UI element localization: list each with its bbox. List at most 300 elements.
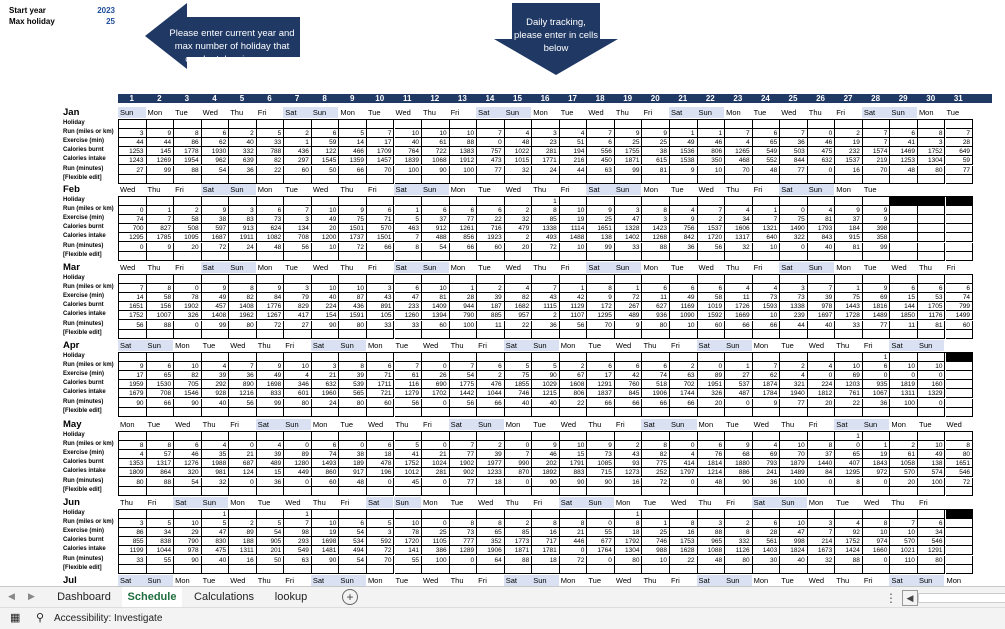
data-cell[interactable]: 1711 [367, 380, 395, 389]
data-cell[interactable]: 8 [477, 519, 505, 528]
data-cell[interactable]: 6 [367, 441, 395, 450]
data-cell[interactable]: 82 [229, 293, 257, 302]
data-cell[interactable]: 48 [753, 166, 781, 175]
data-cell[interactable]: 2 [477, 371, 505, 380]
data-cell[interactable]: 21 [229, 450, 257, 459]
data-cell[interactable]: 1892 [532, 468, 560, 477]
data-cell[interactable]: 1697 [808, 311, 836, 320]
data-cell[interactable]: 1773 [505, 537, 533, 546]
data-cell[interactable] [780, 510, 808, 519]
data-cell[interactable]: 60 [284, 166, 312, 175]
data-cell[interactable]: 6 [863, 362, 891, 371]
data-cell[interactable]: 5 [395, 441, 423, 450]
data-cell[interactable]: 1493 [312, 459, 340, 468]
data-cell[interactable] [422, 252, 450, 261]
data-cell[interactable]: 80 [119, 478, 147, 487]
data-cell[interactable]: 72 [532, 243, 560, 252]
data-cell[interactable]: 7 [808, 528, 836, 537]
data-cell[interactable]: 988 [642, 546, 670, 555]
data-cell[interactable]: 9 [615, 129, 643, 138]
data-cell[interactable] [147, 432, 175, 441]
data-cell[interactable]: 326 [698, 389, 726, 398]
data-cell[interactable]: 99 [587, 243, 615, 252]
data-cell[interactable]: 913 [229, 224, 257, 233]
data-cell[interactable]: 1651 [587, 224, 615, 233]
data-cell[interactable]: 70 [367, 556, 395, 565]
data-cell[interactable]: 537 [725, 380, 753, 389]
data-cell[interactable]: 36 [229, 371, 257, 380]
data-cell[interactable]: 78 [395, 528, 423, 537]
data-cell[interactable]: 478 [367, 459, 395, 468]
data-cell[interactable] [808, 275, 836, 284]
data-cell[interactable] [532, 565, 560, 574]
data-cell[interactable]: 293 [284, 537, 312, 546]
data-cell[interactable]: 8 [587, 284, 615, 293]
data-cell[interactable] [698, 197, 726, 206]
data-cell[interactable]: 2 [835, 129, 863, 138]
data-cell[interactable] [642, 353, 670, 362]
data-cell[interactable] [450, 252, 478, 261]
data-cell[interactable] [946, 487, 974, 496]
data-cell[interactable]: 86 [119, 528, 147, 537]
data-cell[interactable] [174, 565, 202, 574]
data-cell[interactable]: 34 [725, 215, 753, 224]
data-cell[interactable] [670, 510, 698, 519]
data-cell[interactable] [587, 565, 615, 574]
data-cell[interactable]: 239 [780, 311, 808, 320]
data-cell[interactable] [946, 380, 974, 389]
data-cell[interactable]: 1 [395, 206, 423, 215]
data-cell[interactable]: 134 [284, 224, 312, 233]
data-cell[interactable]: 15 [257, 468, 285, 477]
data-cell[interactable] [174, 252, 202, 261]
data-cell[interactable]: 322 [780, 233, 808, 242]
data-cell[interactable]: 1029 [532, 380, 560, 389]
data-cell[interactable]: 122 [312, 147, 340, 156]
data-cell[interactable]: 90 [422, 166, 450, 175]
data-cell[interactable]: 0 [670, 478, 698, 487]
data-cell[interactable] [505, 175, 533, 184]
data-cell[interactable]: 1176 [918, 311, 946, 320]
data-cell[interactable]: 1501 [367, 233, 395, 242]
data-cell[interactable]: 214 [808, 537, 836, 546]
data-cell[interactable]: 957 [505, 311, 533, 320]
data-cell[interactable]: 10 [863, 528, 891, 537]
data-cell[interactable] [450, 510, 478, 519]
data-cell[interactable] [780, 197, 808, 206]
data-cell[interactable]: 10 [670, 321, 698, 330]
data-cell[interactable] [422, 487, 450, 496]
data-cell[interactable] [918, 330, 946, 339]
data-cell[interactable]: 24 [312, 399, 340, 408]
data-cell[interactable]: 48 [698, 478, 726, 487]
data-cell[interactable]: 25 [642, 528, 670, 537]
data-cell[interactable] [257, 275, 285, 284]
data-cell[interactable] [339, 120, 367, 129]
data-cell[interactable]: 1784 [753, 389, 781, 398]
data-cell[interactable]: 2 [477, 441, 505, 450]
data-cell[interactable]: 40 [202, 399, 230, 408]
data-cell[interactable]: 6 [918, 519, 946, 528]
data-cell[interactable]: 0 [422, 441, 450, 450]
data-cell[interactable] [202, 252, 230, 261]
data-cell[interactable]: 23 [532, 138, 560, 147]
data-cell[interactable]: 1 [670, 129, 698, 138]
data-cell[interactable] [615, 275, 643, 284]
data-cell[interactable] [698, 510, 726, 519]
data-cell[interactable]: 74 [312, 450, 340, 459]
data-cell[interactable]: 26 [422, 371, 450, 380]
data-cell[interactable] [808, 330, 836, 339]
data-cell[interactable]: 56 [395, 399, 423, 408]
data-cell[interactable]: 69 [753, 450, 781, 459]
data-cell[interactable]: 1546 [174, 389, 202, 398]
data-cell[interactable]: 2 [505, 233, 533, 242]
data-cell[interactable] [367, 353, 395, 362]
data-cell[interactable]: 1 [615, 284, 643, 293]
data-cell[interactable]: 5 [367, 519, 395, 528]
data-cell[interactable]: 332 [725, 537, 753, 546]
data-cell[interactable]: 3 [119, 129, 147, 138]
data-cell[interactable] [284, 565, 312, 574]
data-cell[interactable]: 79 [284, 293, 312, 302]
data-cell[interactable] [367, 408, 395, 417]
data-cell[interactable]: 1403 [753, 546, 781, 555]
data-cell[interactable]: 85 [505, 528, 533, 537]
data-cell[interactable] [229, 330, 257, 339]
data-cell[interactable]: 4 [505, 129, 533, 138]
data-cell[interactable]: 1 [147, 206, 175, 215]
data-cell[interactable]: 915 [835, 233, 863, 242]
data-cell[interactable]: 332 [229, 147, 257, 156]
data-cell[interactable]: 7 [284, 206, 312, 215]
data-cell[interactable]: 1067 [863, 389, 891, 398]
data-cell[interactable]: 6 [367, 362, 395, 371]
data-cell[interactable] [670, 432, 698, 441]
data-cell[interactable]: 1489 [863, 311, 891, 320]
start-year-value[interactable]: 2023 [97, 6, 115, 15]
data-cell[interactable]: 9 [753, 399, 781, 408]
data-cell[interactable]: 705 [174, 380, 202, 389]
data-cell[interactable] [202, 408, 230, 417]
data-cell[interactable]: 624 [257, 224, 285, 233]
data-cell[interactable]: 48 [505, 138, 533, 147]
data-cell[interactable]: 81 [808, 215, 836, 224]
data-cell[interactable]: 56 [450, 399, 478, 408]
data-cell[interactable]: 141 [395, 546, 423, 555]
data-cell[interactable]: 1243 [119, 156, 147, 165]
data-cell[interactable] [753, 175, 781, 184]
data-cell[interactable] [339, 197, 367, 206]
data-cell[interactable]: 0 [780, 243, 808, 252]
data-cell[interactable] [670, 330, 698, 339]
data-cell[interactable]: 700 [119, 224, 147, 233]
data-cell[interactable] [835, 408, 863, 417]
data-cell[interactable] [615, 487, 643, 496]
data-cell[interactable] [918, 510, 946, 519]
data-cell[interactable]: 1906 [477, 546, 505, 555]
data-cell[interactable]: 144 [890, 302, 918, 311]
data-cell[interactable] [505, 330, 533, 339]
data-cell[interactable]: 54 [339, 528, 367, 537]
data-cell[interactable] [367, 275, 395, 284]
data-cell[interactable] [946, 537, 974, 546]
data-cell[interactable]: 3 [119, 519, 147, 528]
data-cell[interactable] [587, 252, 615, 261]
data-cell[interactable]: 49 [918, 450, 946, 459]
data-cell[interactable]: 4 [202, 441, 230, 450]
data-cell[interactable]: 18 [615, 528, 643, 537]
data-cell[interactable]: 0 [477, 138, 505, 147]
data-cell[interactable] [890, 487, 918, 496]
data-cell[interactable]: 1469 [890, 147, 918, 156]
data-cell[interactable]: 1764 [587, 546, 615, 555]
data-cell[interactable] [918, 275, 946, 284]
data-cell[interactable]: 83 [229, 215, 257, 224]
data-cell[interactable] [532, 120, 560, 129]
data-cell[interactable]: 30 [753, 556, 781, 565]
data-cell[interactable] [202, 432, 230, 441]
data-cell[interactable]: 326 [174, 311, 202, 320]
data-cell[interactable]: 1 [450, 284, 478, 293]
data-cell[interactable]: 33 [119, 556, 147, 565]
sheet-view-icon[interactable]: ▦ [10, 612, 21, 624]
data-cell[interactable]: 75 [505, 371, 533, 380]
data-cell[interactable] [890, 510, 918, 519]
data-cell[interactable] [367, 197, 395, 206]
data-cell[interactable] [395, 353, 423, 362]
data-cell[interactable]: 10 [890, 528, 918, 537]
data-cell[interactable]: 188 [229, 537, 257, 546]
data-cell[interactable]: 8 [147, 441, 175, 450]
data-cell[interactable] [835, 510, 863, 519]
data-cell[interactable]: 1814 [698, 459, 726, 468]
accessibility-status[interactable]: Accessibility: Investigate [54, 613, 163, 624]
horizontal-scrollbar[interactable] [918, 593, 1005, 603]
data-cell[interactable]: 45 [395, 478, 423, 487]
data-cell[interactable]: 1793 [808, 224, 836, 233]
data-cell[interactable]: 1216 [229, 389, 257, 398]
data-cell[interactable] [505, 275, 533, 284]
data-cell[interactable]: 0 [835, 441, 863, 450]
data-cell[interactable]: 1 [284, 138, 312, 147]
data-cell[interactable]: 503 [780, 147, 808, 156]
data-cell[interactable] [477, 432, 505, 441]
data-cell[interactable]: 35 [202, 450, 230, 459]
data-cell[interactable]: 1169 [670, 302, 698, 311]
data-cell[interactable] [587, 353, 615, 362]
data-cell[interactable]: 928 [202, 389, 230, 398]
data-cell[interactable]: 33 [257, 138, 285, 147]
data-cell[interactable]: 1720 [395, 537, 423, 546]
data-cell[interactable]: 32 [505, 215, 533, 224]
data-cell[interactable]: 1755 [615, 147, 643, 156]
data-cell[interactable]: 1902 [450, 459, 478, 468]
data-cell[interactable] [753, 408, 781, 417]
data-cell[interactable]: 843 [808, 233, 836, 242]
data-cell[interactable]: 89 [698, 371, 726, 380]
data-cell[interactable]: 40 [505, 399, 533, 408]
data-cell[interactable]: 50 [312, 166, 340, 175]
data-cell[interactable] [312, 510, 340, 519]
data-cell[interactable]: 72 [615, 293, 643, 302]
data-cell[interactable]: 1871 [505, 546, 533, 555]
data-cell[interactable]: 10 [450, 129, 478, 138]
data-cell[interactable]: 978 [174, 546, 202, 555]
data-cell[interactable]: 0 [174, 321, 202, 330]
data-cell[interactable] [312, 275, 340, 284]
data-cell[interactable]: 2 [615, 441, 643, 450]
data-cell[interactable] [615, 330, 643, 339]
data-cell[interactable] [174, 510, 202, 519]
data-cell[interactable]: 883 [560, 468, 588, 477]
data-cell[interactable]: 414 [670, 459, 698, 468]
data-cell[interactable]: 0 [725, 399, 753, 408]
data-cell[interactable]: 54 [174, 478, 202, 487]
data-cell[interactable]: 978 [808, 302, 836, 311]
data-cell[interactable]: 8 [918, 129, 946, 138]
data-cell[interactable]: 77 [863, 321, 891, 330]
data-cell[interactable]: 292 [202, 380, 230, 389]
data-cell[interactable]: 19 [835, 138, 863, 147]
data-cell[interactable]: 9 [863, 215, 891, 224]
data-cell[interactable]: 77 [450, 450, 478, 459]
data-cell[interactable]: 21 [560, 528, 588, 537]
data-cell[interactable]: 74 [119, 215, 147, 224]
data-cell[interactable]: 3 [615, 206, 643, 215]
data-cell[interactable]: 1530 [147, 380, 175, 389]
data-cell[interactable]: 9 [587, 441, 615, 450]
data-cell[interactable]: 0 [863, 556, 891, 565]
data-cell[interactable]: 9 [670, 215, 698, 224]
data-cell[interactable]: 565 [339, 389, 367, 398]
data-cell[interactable]: 100 [450, 166, 478, 175]
data-cell[interactable] [725, 330, 753, 339]
data-cell[interactable]: 46 [808, 138, 836, 147]
data-cell[interactable] [642, 275, 670, 284]
data-cell[interactable]: 90 [560, 478, 588, 487]
data-cell[interactable]: 1295 [119, 233, 147, 242]
data-cell[interactable]: 70 [780, 450, 808, 459]
data-cell[interactable] [725, 175, 753, 184]
data-cell[interactable]: 1442 [450, 389, 478, 398]
data-cell[interactable] [808, 353, 836, 362]
data-cell[interactable] [698, 275, 726, 284]
data-cell[interactable]: 88 [450, 138, 478, 147]
data-cell[interactable] [119, 510, 147, 519]
data-cell[interactable]: 1824 [780, 546, 808, 555]
data-cell[interactable]: 1593 [753, 302, 781, 311]
data-cell[interactable]: 539 [339, 380, 367, 389]
data-cell[interactable]: 2 [174, 206, 202, 215]
data-cell[interactable] [725, 353, 753, 362]
data-cell[interactable] [670, 120, 698, 129]
data-cell[interactable]: 78 [174, 293, 202, 302]
data-cell[interactable]: 187 [477, 302, 505, 311]
data-cell[interactable] [780, 353, 808, 362]
data-cell[interactable]: 81 [422, 293, 450, 302]
data-cell[interactable]: 7 [753, 362, 781, 371]
data-cell[interactable]: 2 [284, 129, 312, 138]
data-cell[interactable] [946, 206, 974, 215]
data-cell[interactable]: 73 [257, 215, 285, 224]
data-cell[interactable] [284, 408, 312, 417]
data-cell[interactable]: 1015 [505, 156, 533, 165]
data-cell[interactable]: 1022 [505, 147, 533, 156]
data-cell[interactable]: 722 [422, 147, 450, 156]
data-cell[interactable]: 639 [229, 156, 257, 165]
data-cell[interactable] [587, 330, 615, 339]
data-cell[interactable]: 194 [560, 147, 588, 156]
data-cell[interactable]: 66 [477, 399, 505, 408]
data-cell[interactable]: 80 [284, 399, 312, 408]
data-cell[interactable]: 6 [615, 362, 643, 371]
data-cell[interactable]: 99 [615, 166, 643, 175]
data-cell[interactable]: 16 [835, 166, 863, 175]
data-cell[interactable]: 570 [890, 468, 918, 477]
data-cell[interactable]: 466 [339, 147, 367, 156]
data-cell[interactable] [422, 197, 450, 206]
data-cell[interactable] [698, 353, 726, 362]
data-cell[interactable]: 2 [725, 519, 753, 528]
data-cell[interactable] [395, 487, 423, 496]
data-cell[interactable] [780, 487, 808, 496]
data-cell[interactable]: 40 [229, 138, 257, 147]
data-cell[interactable]: 546 [918, 537, 946, 546]
data-cell[interactable] [642, 120, 670, 129]
data-cell[interactable]: 1269 [147, 156, 175, 165]
data-cell[interactable]: 6 [422, 206, 450, 215]
data-cell[interactable]: 63 [587, 166, 615, 175]
data-cell[interactable]: 1959 [119, 380, 147, 389]
data-cell[interactable]: 687 [229, 459, 257, 468]
data-cell[interactable] [863, 330, 891, 339]
data-cell[interactable]: 1608 [560, 380, 588, 389]
data-cell[interactable]: 7 [890, 519, 918, 528]
data-cell[interactable]: 57 [147, 450, 175, 459]
data-cell[interactable] [890, 120, 918, 129]
data-cell[interactable]: 43 [367, 293, 395, 302]
data-cell[interactable]: 10 [312, 284, 340, 293]
data-cell[interactable]: 1440 [808, 459, 836, 468]
data-cell[interactable]: 40 [808, 243, 836, 252]
data-cell[interactable]: 80 [642, 321, 670, 330]
data-cell[interactable]: 1295 [835, 468, 863, 477]
data-cell[interactable]: 32 [808, 556, 836, 565]
data-cell[interactable]: 98 [284, 528, 312, 537]
data-cell[interactable] [642, 175, 670, 184]
data-cell[interactable]: 34 [147, 528, 175, 537]
data-cell[interactable]: 855 [119, 537, 147, 546]
data-cell[interactable]: 7 [395, 362, 423, 371]
data-cell[interactable]: 1785 [147, 233, 175, 242]
data-cell[interactable]: 1501 [339, 224, 367, 233]
data-cell[interactable]: 18 [532, 556, 560, 565]
data-cell[interactable] [147, 330, 175, 339]
data-cell[interactable]: 69 [835, 371, 863, 380]
data-cell[interactable]: 3 [367, 284, 395, 293]
data-cell[interactable]: 0 [505, 478, 533, 487]
data-cell[interactable]: 746 [505, 389, 533, 398]
data-cell[interactable] [946, 243, 974, 252]
data-cell[interactable]: 64 [477, 556, 505, 565]
data-cell[interactable] [505, 197, 533, 206]
data-cell[interactable] [284, 330, 312, 339]
data-cell[interactable]: 6 [890, 129, 918, 138]
data-cell[interactable]: 51 [560, 138, 588, 147]
data-cell[interactable]: 0 [863, 371, 891, 380]
data-cell[interactable]: 73 [450, 528, 478, 537]
